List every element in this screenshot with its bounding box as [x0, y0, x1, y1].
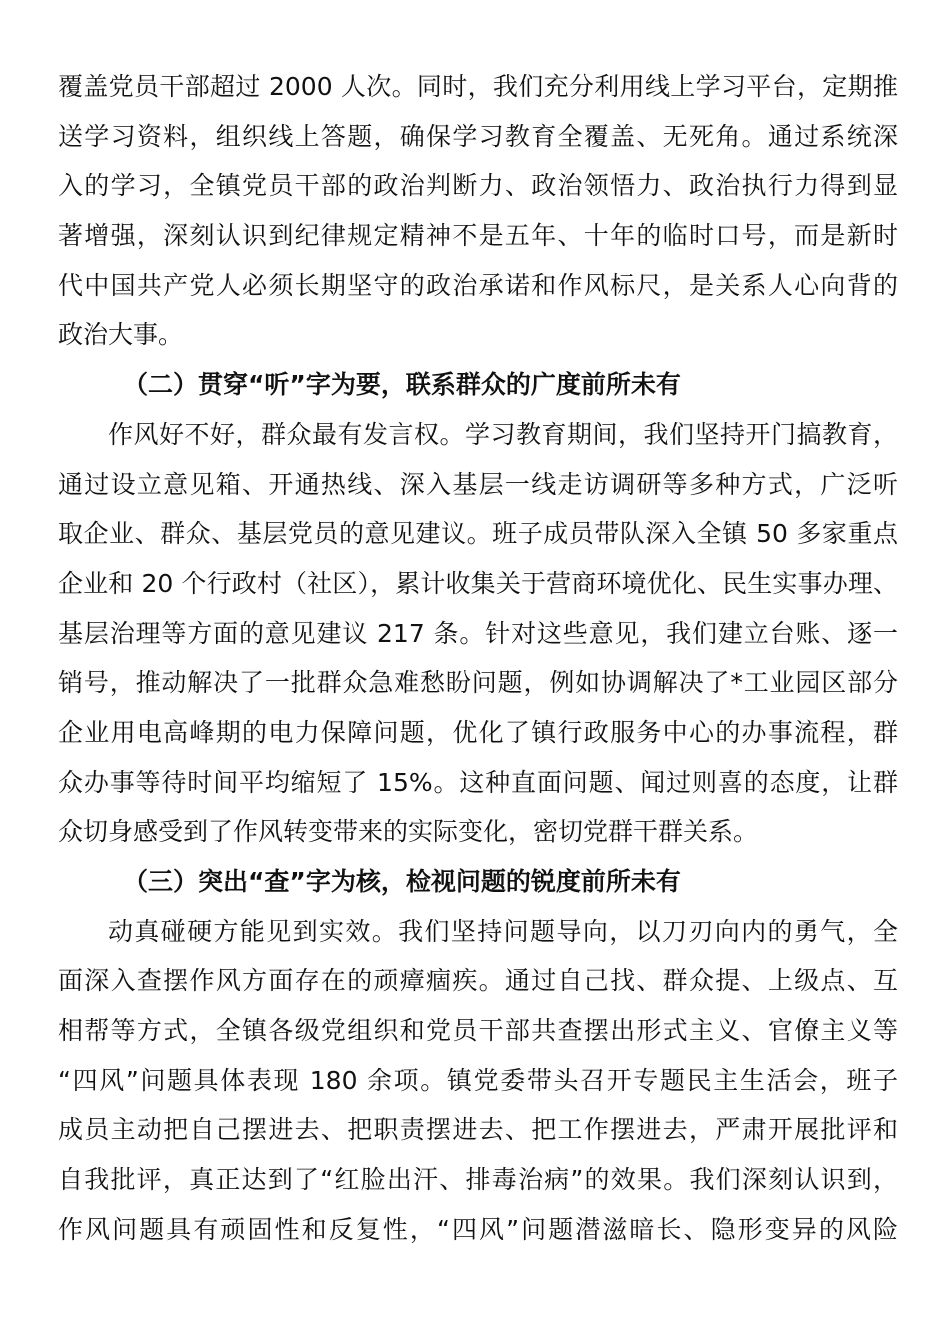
body-line: 著增强，深刻认识到纪律规定精神不是五年、十年的临时口号，而是新时: [58, 221, 898, 251]
body-line: 众切身感受到了作风转变带来的实际变化，密切党群干群关系。: [58, 817, 759, 847]
body-line: 代中国共产党人必须长期坚守的政治承诺和作风标尺，是关系人心向背的: [58, 270, 898, 300]
paragraph-first-line: 作风好不好，群众最有发言权。学习教育期间，我们坚持开门搞教育，: [108, 419, 898, 449]
body-line: 作风问题具有顽固性和反复性，“四风”问题潜滋暗长、隐形变异的风险: [58, 1214, 898, 1244]
body-line: 覆盖党员干部超过 2000 人次。同时，我们充分利用线上学习平台，定期推: [58, 72, 898, 101]
body-line: 企业用电高峰期的电力保障问题，优化了镇行政服务中心的办事流程，群: [58, 717, 898, 747]
body-line: 众办事等待时间平均缩短了 15%。这种直面问题、闻过则喜的态度，让群: [58, 767, 898, 797]
body-line: 入的学习，全镇党员干部的政治判断力、政治领悟力、政治执行力得到显: [58, 171, 898, 201]
body-line: 基层治理等方面的意见建议 217 条。针对这些意见，我们建立台账、逐一: [58, 618, 898, 648]
body-line: 取企业、群众、基层党员的意见建议。班子成员带队深入全镇 50 多家重点: [58, 519, 898, 549]
body-line: “四风”问题具体表现 180 余项。镇党委带头召开专题民主生活会，班子: [58, 1065, 898, 1095]
body-line: 通过设立意见箱、开通热线、深入基层一线走访调研等多种方式，广泛听: [58, 469, 898, 499]
section-heading: （三）突出“查”字为核，检视问题的锐度前所未有: [123, 867, 681, 896]
body-line: 成员主动把自己摆进去、把职责摆进去、把工作摆进去，严肃开展批评和: [58, 1115, 898, 1145]
body-line: 面深入查摆作风方面存在的顽瘴痼疾。通过自己找、群众提、上级点、互: [58, 966, 898, 996]
body-line: 送学习资料，组织线上答题，确保学习教育全覆盖、无死角。通过系统深: [58, 121, 898, 151]
paragraph-first-line: 动真碰硬方能见到实效。我们坚持问题导向，以刀刃向内的勇气，全: [108, 916, 898, 946]
body-line: 政治大事。: [58, 320, 184, 350]
document-page: [58, 62, 898, 1255]
body-line: 相帮等方式，全镇各级党组织和党员干部共查摆出形式主义、官僚主义等: [58, 1016, 898, 1046]
section-heading: （二）贯穿“听”字为要，联系群众的广度前所未有: [123, 370, 681, 400]
body-line: 销号，推动解决了一批群众急难愁盼问题，例如协调解决了*工业园区部分: [58, 668, 898, 698]
body-line: 企业和 20 个行政村（社区），累计收集关于营商环境优化、民生实事办理、: [58, 568, 898, 598]
body-line: 自我批评，真正达到了“红脸出汗、排毒治病”的效果。我们深刻认识到，: [58, 1165, 898, 1195]
